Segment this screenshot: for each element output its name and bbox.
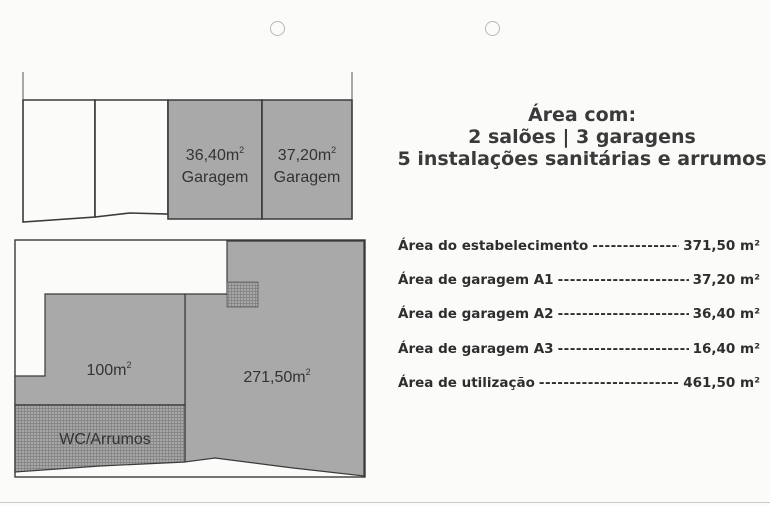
- dotted-leader: [558, 341, 689, 357]
- heading-line-1: Área com:: [527, 104, 637, 126]
- bottom-floor-plan: [15, 240, 365, 477]
- hall-left-area: $100m^2$: [86, 360, 132, 379]
- empty-unit-2: [95, 100, 168, 217]
- garage-1-label: Garagem: [181, 169, 249, 186]
- area-row: [398, 306, 760, 340]
- summary-heading: [396, 104, 768, 170]
- area-label: Área de utilização: [398, 374, 535, 391]
- dotted-leader: [558, 272, 689, 288]
- dotted-leader: [558, 306, 689, 322]
- heading-line-3: 5 instalações sanitárias e arrumos: [397, 148, 767, 170]
- garage-2-label: Garagem: [273, 169, 341, 186]
- area-value: 37,20 m²: [692, 272, 760, 289]
- hatched-square: [227, 282, 258, 307]
- area-row: [398, 375, 760, 409]
- page-bottom-rule: [0, 502, 770, 503]
- area-list: [398, 238, 760, 409]
- area-label: Área de garagem A2: [398, 306, 554, 323]
- hall-right-area: $271,50m^2$: [243, 367, 311, 386]
- area-value: 16,40 m²: [692, 340, 760, 357]
- area-row: [398, 272, 760, 306]
- area-value: 461,50 m²: [683, 374, 760, 391]
- top-floor-plan: [23, 72, 352, 222]
- garage-2-area: $37,20m^2$: [277, 145, 337, 164]
- area-label: Área de garagem A1: [398, 272, 554, 289]
- dotted-leader: [592, 238, 679, 254]
- area-label: Área do estabelecimento: [398, 238, 589, 254]
- area-value: 371,50 m²: [683, 238, 760, 254]
- hall-right: [185, 241, 364, 476]
- area-label: Área de garagem A3: [398, 340, 554, 357]
- area-row: [398, 238, 760, 272]
- area-row: [398, 341, 760, 375]
- dotted-leader: [539, 375, 679, 391]
- punch-hole-right: [485, 21, 500, 36]
- wc-label: WC/Arrumos: [59, 431, 151, 448]
- area-value: 36,40 m²: [692, 306, 760, 323]
- heading-line-2: 2 salões | 3 garagens: [468, 126, 696, 148]
- garage-1-area: $36,40m^2$: [185, 145, 245, 164]
- hall-left: [15, 294, 185, 405]
- empty-unit-1: [23, 100, 95, 222]
